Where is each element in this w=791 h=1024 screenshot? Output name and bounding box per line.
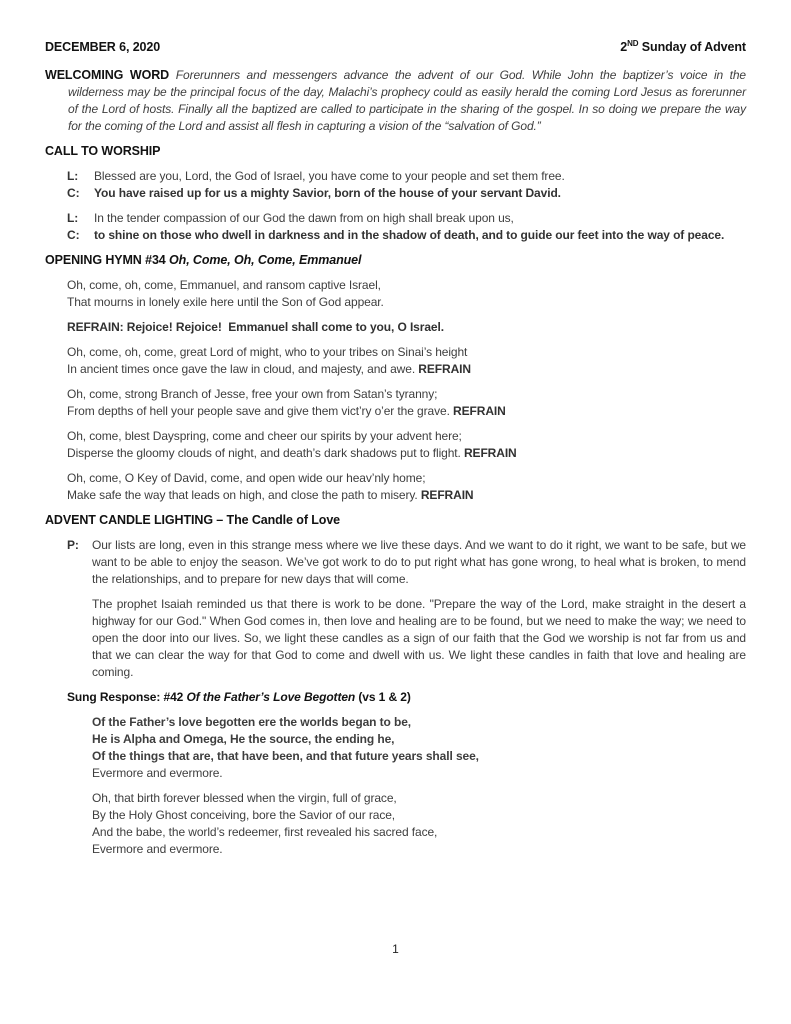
congregation-text: You have raised up for us a mighty Savior, born of the house of your servant David. xyxy=(94,186,561,200)
welcoming-word-text: Forerunners and messengers advance the advent of our God. While John the baptizer’s voice in the wilderness may be the principal focus of the day, Malachi’s prophecy could as easily herald the coming Lord Jesus as forerunner of the Lord of hosts. Finally all the baptized are called to participate in the sharing of the gospel. In so doing we prepare the way for the coming of the Lord and assist all flesh in capturing a vision of the “salvation of God.” xyxy=(68,68,746,133)
hymn-line: Oh, come, strong Branch of Jesse, free your own from Satan’s tyranny; xyxy=(67,387,438,401)
congregation-label: C: xyxy=(67,186,80,200)
ordinal-superscript: ND xyxy=(627,38,639,48)
versicle-response-pair xyxy=(45,168,746,202)
hymn-title: Oh, Come, Oh, Come, Emmanuel xyxy=(169,253,362,267)
hymn-line: In ancient times once gave the law in cloud, and majesty, and awe. REFRAIN xyxy=(67,362,471,376)
hymn-verse xyxy=(67,470,746,504)
sung-line: Oh, that birth forever blessed when the virgin, full of grace, xyxy=(92,791,397,805)
hymn-verse xyxy=(67,344,746,378)
service-date: DECEMBER 6, 2020 xyxy=(45,40,161,54)
pastor-label: P: xyxy=(67,538,79,552)
sung-verse xyxy=(92,790,746,858)
congregation-line xyxy=(67,185,746,202)
leader-line xyxy=(67,210,746,227)
congregation-line xyxy=(67,227,746,244)
page-number: 1 xyxy=(392,942,399,956)
sung-response-label: Sung Response: #42 xyxy=(67,690,187,704)
congregation-label: C: xyxy=(67,228,80,242)
hymn-refrain: REFRAIN: Rejoice! Rejoice! Emmanuel shall come to you, O Israel. xyxy=(67,320,444,334)
pastor-paragraph xyxy=(67,537,746,588)
hymn-verse xyxy=(67,277,746,311)
hymn-line: From depths of hell your people save and give them vict’ry o’er the grave. REFRAIN xyxy=(67,404,506,418)
opening-hymn-heading xyxy=(45,252,746,269)
sung-line: By the Holy Ghost conceiving, bore the Savior of our race, xyxy=(92,808,396,822)
refrain-marker: REFRAIN xyxy=(418,362,471,376)
welcoming-word-paragraph xyxy=(45,67,746,135)
call-to-worship-heading: CALL TO WORSHIP xyxy=(45,144,161,158)
sung-response-verses-note: (vs 1 & 2) xyxy=(355,690,411,704)
sung-line: He is Alpha and Omega, He the source, the ending he, xyxy=(92,732,395,746)
leader-label: L: xyxy=(67,169,79,183)
leader-label: L: xyxy=(67,211,79,225)
welcoming-word-label: WELCOMING WORD xyxy=(45,68,176,82)
sung-line: Evermore and evermore. xyxy=(92,842,223,856)
hymn-line: Oh, come, oh, come, Emmanuel, and ransom captive Israel, xyxy=(67,278,381,292)
sung-line: And the babe, the world’s redeemer, first revealed his sacred face, xyxy=(92,825,438,839)
versicle-response-pair xyxy=(45,210,746,244)
opening-hymn-label: OPENING HYMN #34 xyxy=(45,253,170,267)
leader-text: Blessed are you, Lord, the God of Israel, you have come to your people and set them free. xyxy=(94,169,565,183)
leader-line xyxy=(67,168,746,185)
sunday-title: 2ND Sunday of Advent xyxy=(620,38,746,54)
hymn-line: Oh, come, oh, come, great Lord of might, who to your tribes on Sinai’s height xyxy=(67,345,468,359)
refrain-marker: REFRAIN xyxy=(420,488,474,502)
hymn-line: Oh, come, blest Dayspring, come and cheer our spirits by your advent here; xyxy=(67,429,462,443)
pastor-paragraph-continued: The prophet Isaiah reminded us that there is work to be done. "Prepare the way of the Lord, make straight in the desert a highway for our God." When God comes in, then love and healing are to be found, but we need to make the way; we need to open the door into our lives. So, we light these candles as a sign of our faith that the God we worship is not far from us and that we can clear the way for that God to come and dwell with us. We light these candles in faith that love and healing are coming. xyxy=(92,597,746,679)
refrain-marker: REFRAIN xyxy=(463,446,517,460)
document-header xyxy=(45,39,746,56)
sung-line: Evermore and evermore. xyxy=(92,766,223,780)
congregation-text: to shine on those who dwell in darkness and in the shadow of death, and to guide our feet into the way of peace. xyxy=(94,228,725,242)
refrain-marker: REFRAIN xyxy=(453,404,506,418)
leader-text: In the tender compassion of our God the dawn from on high shall break upon us, xyxy=(94,211,514,225)
sung-line: Of the Father’s love begotten ere the worlds began to be, xyxy=(92,715,412,729)
hymn-line: That mourns in lonely exile here until the Son of God appear. xyxy=(67,295,384,309)
sung-line: Of the things that are, that have been, and that future years shall see, xyxy=(92,749,479,763)
pastor-text: Our lists are long, even in this strange mess where we live these days. And we want to do it right, we want to be safe, but we want to be able to enjoy the season. We’ve got work to do to put right what has gone wrong, to heal what is broken, to mend the relationships, and to prepare for new days that will come. xyxy=(92,538,746,586)
hymn-verse xyxy=(67,386,746,420)
hymn-verse xyxy=(67,428,746,462)
hymn-line: Make safe the way that leads on high, and close the path to misery. REFRAIN xyxy=(67,488,474,502)
sung-response-heading xyxy=(67,689,746,706)
hymn-line: Disperse the gloomy clouds of night, and death’s dark shadows put to flight. REFRAIN xyxy=(67,446,517,460)
sung-response-title: Of the Father’s Love Begotten xyxy=(186,690,356,704)
advent-candle-heading: ADVENT CANDLE LIGHTING – The Candle of Love xyxy=(45,513,341,527)
sung-verse xyxy=(92,714,746,782)
hymn-line: Oh, come, O Key of David, come, and open wide our heav’nly home; xyxy=(67,471,426,485)
